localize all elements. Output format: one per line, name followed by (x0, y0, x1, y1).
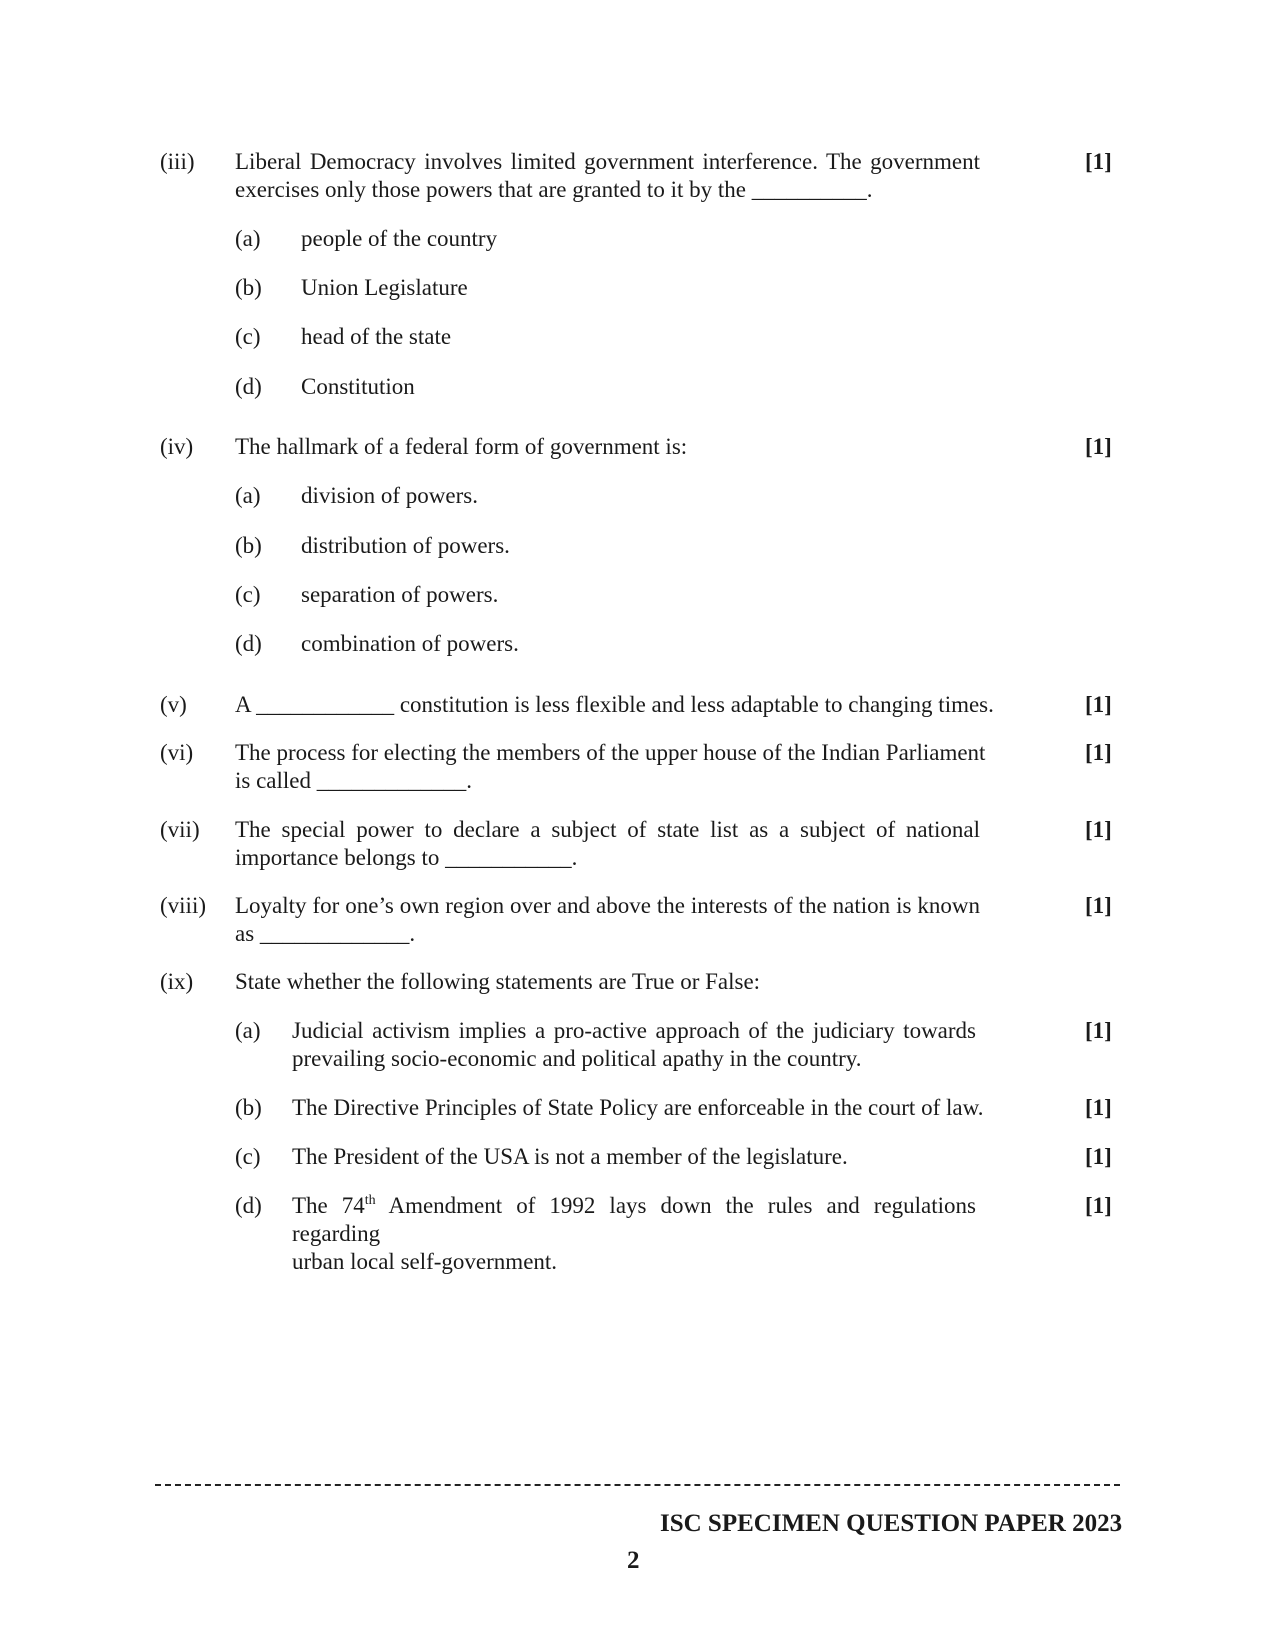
marks-label: [1] (1085, 1193, 1112, 1218)
question-line: The process for electing the members of the upper house of the Indian Parliament (235, 740, 986, 765)
option-label: (c) (235, 582, 261, 607)
question-text (235, 691, 994, 719)
question-line: exercises only those powers that are granted to it by the __________. (235, 177, 873, 202)
option-label: (d) (235, 374, 262, 399)
option-text: Constitution (301, 374, 415, 399)
option-text: combination of powers. (301, 631, 519, 656)
question-number: (v) (160, 692, 187, 717)
marks-label: [1] (1085, 692, 1112, 717)
marks-label: [1] (1085, 1018, 1112, 1043)
marks-label: [1] (1085, 1144, 1112, 1169)
item-text (292, 1017, 976, 1073)
item-label: (d) (235, 1193, 262, 1218)
item-label: (c) (235, 1144, 261, 1169)
question-line: State whether the following statements are True or False: (235, 969, 761, 994)
option-text: people of the country (301, 226, 498, 251)
option-label: (a) (235, 483, 261, 508)
question-number: (viii) (160, 893, 206, 918)
question-text (235, 816, 980, 872)
question-line: A ____________ constitution is less flexible and less adaptable to changing times. (235, 692, 994, 717)
item-line: Judicial activism implies a pro-active approach of the judiciary towards (292, 1018, 976, 1043)
question-line: as _____________. (235, 921, 416, 946)
question-line: is called _____________. (235, 768, 472, 793)
marks-label: [1] (1085, 1095, 1112, 1120)
option-text: Union Legislature (301, 275, 468, 300)
marks-label: [1] (1085, 893, 1112, 918)
question-line: Liberal Democracy involves limited government interference. The government (235, 149, 980, 174)
item-line: urban local self-government. (292, 1249, 558, 1274)
option-label: (b) (235, 275, 262, 300)
question-text (235, 892, 980, 948)
option-text: head of the state (301, 324, 452, 349)
footer-title: ISC SPECIMEN QUESTION PAPER 2023 (660, 1510, 1123, 1537)
option-label: (b) (235, 533, 262, 558)
question-number: (vi) (160, 740, 194, 765)
question-number: (vii) (160, 817, 200, 842)
marks-label: [1] (1085, 740, 1112, 765)
item-line: The Directive Principles of State Policy are enforceable in the court of law. (292, 1095, 984, 1120)
question-number: (iv) (160, 434, 194, 459)
marks-label: [1] (1085, 817, 1112, 842)
item-line (292, 1192, 976, 1248)
item-text (292, 1143, 976, 1171)
question-text (235, 739, 986, 795)
option-text: distribution of powers. (301, 533, 510, 558)
option-text: division of powers. (301, 483, 478, 508)
option-label: (a) (235, 226, 261, 251)
item-text-part: The 74 (292, 1193, 365, 1218)
option-text: separation of powers. (301, 582, 499, 607)
item-text-part: Amendment of 1992 lays down the rules and regulations regarding (292, 1193, 976, 1246)
question-line: importance belongs to ___________. (235, 845, 578, 870)
question-line: The special power to declare a subject of state list as a subject of national (235, 817, 980, 842)
item-label: (b) (235, 1095, 262, 1120)
item-line: The President of the USA is not a member of the legislature. (292, 1144, 848, 1169)
marks-label: [1] (1085, 149, 1112, 174)
item-line: prevailing socio-economic and political apathy in the country. (292, 1046, 862, 1071)
question-text (235, 148, 980, 204)
item-text (292, 1094, 984, 1122)
page-number: 2 (627, 1547, 640, 1574)
question-text (235, 433, 980, 461)
footer-dashed-rule (155, 1484, 1120, 1486)
question-text (235, 968, 980, 996)
item-text (292, 1192, 976, 1276)
option-label: (c) (235, 324, 261, 349)
question-number: (ix) (160, 969, 194, 994)
question-line: The hallmark of a federal form of government is: (235, 434, 688, 459)
marks-label: [1] (1085, 434, 1112, 459)
question-line: Loyalty for one’s own region over and above the interests of the nation is known (235, 893, 980, 918)
item-label: (a) (235, 1018, 261, 1043)
option-label: (d) (235, 631, 262, 656)
ordinal-superscript: th (364, 1193, 376, 1208)
question-number: (iii) (160, 149, 195, 174)
